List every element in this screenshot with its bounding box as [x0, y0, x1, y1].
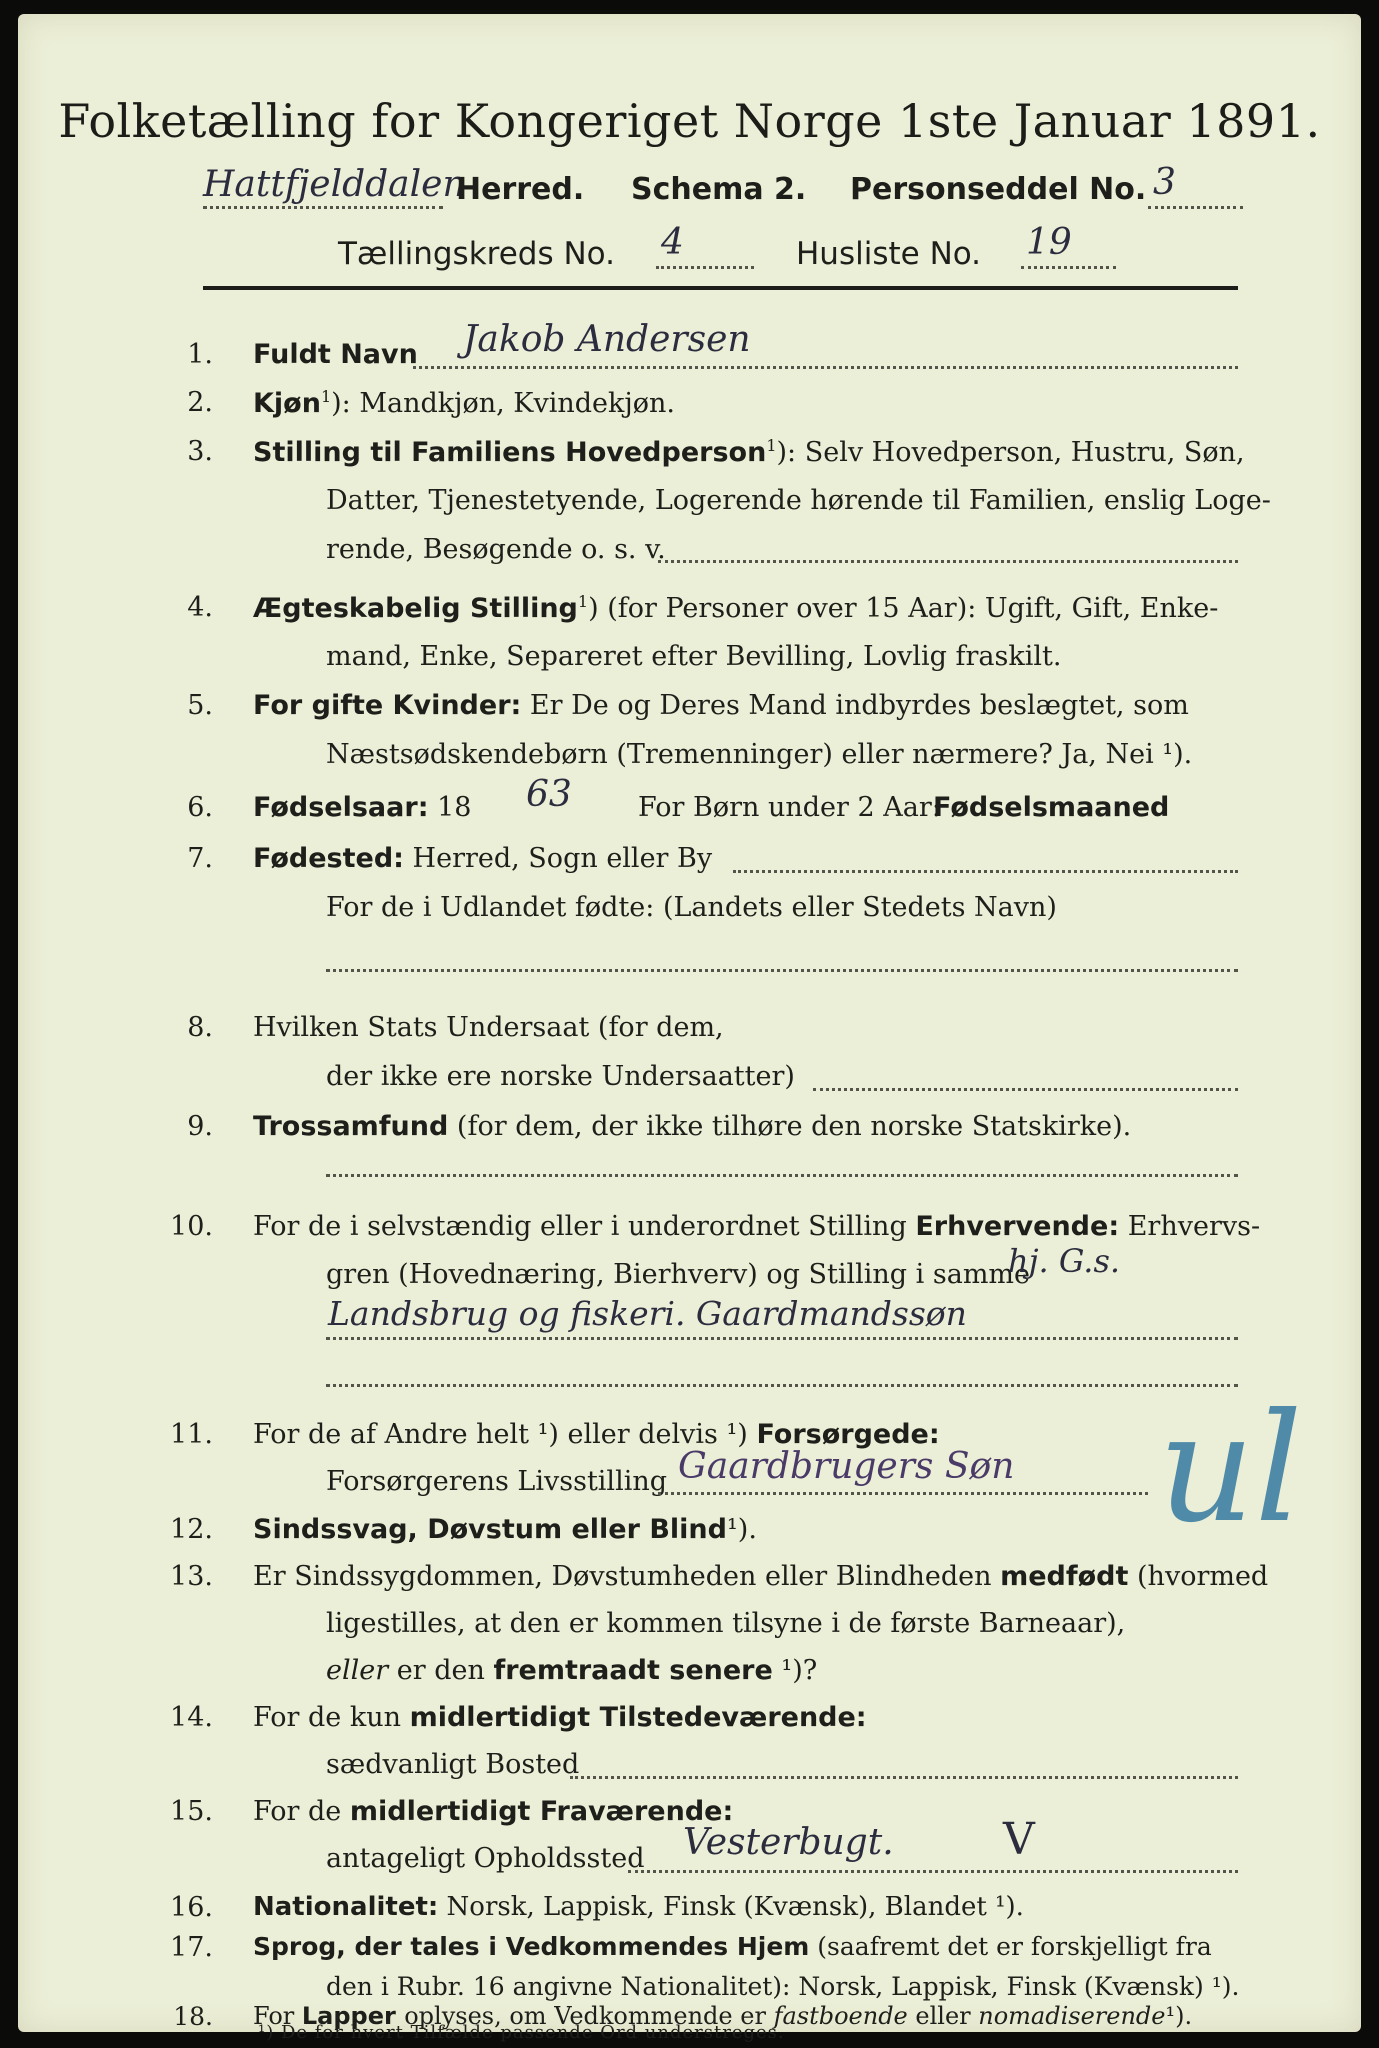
item-14-line1b: midlertidigt Tilstedeværende:: [409, 1702, 867, 1733]
taellingskreds-number: 4: [661, 222, 684, 263]
husliste-number: 19: [1026, 222, 1072, 263]
item-8-line2: der ikke ere norske Undersaatter): [326, 1061, 795, 1092]
item-18-line1b: Lapper: [301, 2002, 405, 2030]
item-11-line2: Forsørgerens Livsstilling: [326, 1466, 668, 1497]
herred-handwritten: Hattfjelddalen: [203, 164, 466, 205]
item-number-7: 7.: [187, 843, 213, 874]
item-number-13: 13.: [170, 1561, 213, 1592]
form-title: Folketælling for Kongeriget Norge 1ste Januar 1891.: [58, 94, 1321, 148]
item-10-answer2: Landsbrug og fiskeri. Gaardmandssøn: [328, 1294, 967, 1333]
item-13-line3: [326, 1655, 817, 1686]
item-1-label: Fuldt Navn: [253, 339, 418, 370]
item-17-line2: den i Rubr. 16 angivne Nationalitet): Norsk, Lappisk, Finsk (Kvænsk) ¹).: [326, 1972, 1240, 2001]
item-5-text: [253, 690, 1189, 721]
item-17-text: [253, 1932, 1212, 1961]
item-15-dotted: [628, 1870, 1238, 1873]
item-7-rest: Herred, Sogn eller By: [412, 843, 713, 874]
item-13-line1a: Er Sindssygdommen, Døvstumheden eller Blindheden: [253, 1561, 992, 1592]
item-6-label2: Fødselsmaaned: [933, 792, 1170, 823]
item-6-answer: 63: [526, 774, 572, 815]
item-number-17: 17.: [170, 1932, 213, 1963]
item-12-text: [253, 1514, 757, 1545]
taellingskreds-label: Tællingskreds No.: [338, 236, 615, 272]
item-number-10: 10.: [170, 1211, 213, 1242]
item-11-dotted: [658, 1492, 1148, 1495]
item-number-18: 18.: [173, 2002, 213, 2031]
item-2-sup: 1: [320, 387, 332, 406]
item-7-label: Fødested:: [253, 843, 404, 874]
item-11-answer: Gaardbrugers Søn: [678, 1446, 1015, 1487]
item-2-rest: ): Mandkjøn, Kvindekjøn.: [331, 388, 675, 419]
personseddel-label: Personseddel No.: [850, 172, 1147, 207]
item-8-dotted: [813, 1088, 1238, 1091]
item-18-line1g: ¹).: [1165, 2002, 1193, 2030]
item-16-text: [253, 1892, 1024, 1922]
item-number-6: 6.: [187, 792, 213, 823]
item-17-rest: (saafremt det er forskjelligt fra: [817, 1932, 1212, 1961]
item-10-dotted-2: [326, 1384, 1238, 1387]
item-10-line1: [253, 1211, 1260, 1242]
item-number-14: 14.: [170, 1702, 213, 1733]
item-4-rest: ) (for Personer over 15 Aar): Ugift, Gift, Enke-: [588, 593, 1219, 624]
item-6-label: Fødselsaar:: [253, 792, 429, 823]
item-3-text: Stilling til Familiens Hovedperson$^1$): Selv Hovedperson, Hustru, Søn,: [253, 436, 1245, 468]
item-3-dotted: [658, 560, 1238, 563]
husliste-label: Husliste No.: [796, 236, 982, 272]
item-10-answer1: hj. G.s.: [1008, 1242, 1121, 1280]
item-15-line1a: For de: [253, 1796, 342, 1827]
item-9-label: Trossamfund: [253, 1111, 449, 1142]
item-13-line1b: medfødt: [1000, 1561, 1129, 1592]
item-17-label: Sprog, der tales i Vedkommendes Hjem: [253, 1932, 810, 1961]
item-15-line2: antageligt Opholdssted: [326, 1843, 645, 1874]
item-11-line1b: Forsørgede:: [756, 1419, 940, 1450]
item-9-rest: (for dem, der ikke tilhøre den norske Statskirke).: [456, 1111, 1132, 1142]
item-14-line1: [253, 1702, 867, 1733]
item-7-text: [253, 843, 712, 874]
item-6-rest: For Børn under 2 Aar:: [638, 792, 941, 823]
item-14-line2: sædvanligt Bosted: [326, 1749, 580, 1780]
item-10-line1c: Erhvervs-: [1127, 1211, 1261, 1242]
personseddel-number: 3: [1153, 162, 1176, 203]
footnote-text: ¹) De for hvert Tilfælde passende Ord understreges.: [258, 2022, 785, 2043]
item-number-2: 2.: [187, 387, 213, 418]
item-number-4: 4.: [187, 592, 213, 623]
item-3-rest: ): Selv Hovedperson, Hustru, Søn,: [776, 437, 1245, 468]
item-1-answer: Jakob Andersen: [463, 319, 751, 360]
item-18-line1d: fastboende: [773, 2002, 916, 2030]
item-number-5: 5.: [187, 690, 213, 721]
item-number-11: 11.: [170, 1419, 213, 1450]
item-8-line1: Hvilken Stats Undersaat (for dem,: [253, 1012, 724, 1043]
item-15-line1: [253, 1796, 733, 1827]
item-number-16: 16.: [170, 1892, 213, 1923]
husliste-dotted: [1021, 266, 1116, 269]
schema-label: Schema 2.: [631, 172, 807, 207]
item-13-line3b: er den: [396, 1655, 485, 1686]
item-13-line1: [253, 1561, 1268, 1592]
item-3-line2: Datter, Tjenestetyende, Logerende hørende til Familien, enslig Loge-: [326, 485, 1271, 516]
item-13-line3a: eller: [326, 1655, 389, 1686]
item-14-line1a: For de kun: [253, 1702, 401, 1733]
item-1-dotted: [413, 366, 1238, 369]
item-15-check-mark: V: [1003, 1814, 1035, 1865]
item-13-line1c: (hvormed: [1137, 1561, 1269, 1592]
item-18-line1e: eller: [915, 2002, 979, 2030]
item-16-rest: Norsk, Lappisk, Finsk (Kvænsk), Blandet ¹).: [446, 1892, 1024, 1922]
item-2-label: Kjøn: [253, 388, 321, 419]
margin-handwritten-mark: ul: [1158, 1382, 1303, 1556]
item-6-text: [253, 792, 471, 823]
item-3-line3: rende, Besøgende o. s. v.: [326, 534, 666, 565]
herred-dotted: [203, 206, 443, 209]
item-11-line1a: For de af Andre helt ¹) eller delvis ¹): [253, 1419, 748, 1450]
item-15-line1b: midlertidigt Fraværende:: [349, 1796, 734, 1827]
item-number-9: 9.: [187, 1111, 213, 1142]
item-2-text: [253, 387, 675, 419]
item-12-label: Sindssvag, Døvstum eller Blind: [253, 1514, 727, 1545]
item-13-line2: ligestilles, at den er kommen tilsyne i de første Barneaar),: [326, 1608, 1126, 1639]
item-7-dotted-2: [326, 969, 1238, 972]
item-13-line3d: ¹)?: [781, 1655, 818, 1686]
census-form-sheet: [18, 14, 1361, 2043]
item-number-12: 12.: [170, 1514, 213, 1545]
taellingskreds-dotted: [656, 266, 754, 269]
item-10-line1a: For de i selvstændig eller i underordnet Stilling: [253, 1211, 907, 1242]
item-16-label: Nationalitet:: [253, 1892, 439, 1922]
item-18-line1c: oplyses, om Vedkommende er: [404, 2002, 774, 2030]
item-10-line2: gren (Hovednæring, Bierhverv) og Stilling i samme: [326, 1259, 1031, 1290]
item-9-text: [253, 1111, 1131, 1142]
item-15-answer: Vesterbugt.: [683, 1822, 894, 1863]
item-7-line2: For de i Udlandet fødte: (Landets eller Stedets Navn): [326, 892, 1057, 923]
item-number-3: 3.: [187, 436, 213, 467]
item-18-line1a: For: [253, 2002, 302, 2030]
personseddel-dotted: [1148, 206, 1243, 209]
item-5-line2: Næstsødskendebørn (Tremenninger) eller nærmere? Ja, Nei ¹).: [326, 739, 1193, 770]
item-5-label: For gifte Kvinder:: [253, 690, 522, 721]
item-4-label: Ægteskabelig Stilling: [253, 593, 578, 624]
item-number-8: 8.: [187, 1012, 213, 1043]
item-10-line1b: Erhvervende:: [915, 1211, 1120, 1242]
header-rule: [203, 286, 1238, 290]
item-number-1: 1.: [187, 339, 213, 370]
herred-label: Herred.: [456, 172, 585, 207]
item-6-prefix: 18: [437, 792, 472, 823]
item-14-dotted: [570, 1776, 1238, 1779]
item-4-line2: mand, Enke, Separeret efter Bevilling, Lovlig fraskilt.: [326, 641, 1062, 672]
item-5-rest: Er De og Deres Mand indbyrdes beslægtet, som: [529, 690, 1189, 721]
item-18-line1f: nomadiserende: [978, 2002, 1166, 2030]
item-number-15: 15.: [170, 1796, 213, 1827]
item-10-dotted: [326, 1337, 1238, 1340]
item-7-dotted: [733, 870, 1238, 873]
item-9-dotted: [326, 1174, 1238, 1177]
item-12-rest: ¹).: [726, 1514, 757, 1545]
item-4-text: Ægteskabelig Stilling$^1$) (for Personer over 15 Aar): Ugift, Gift, Enke-: [253, 592, 1219, 624]
item-3-label: Stilling til Familiens Hovedperson: [253, 437, 767, 468]
item-13-line3c: fremtraadt senere: [493, 1655, 773, 1686]
